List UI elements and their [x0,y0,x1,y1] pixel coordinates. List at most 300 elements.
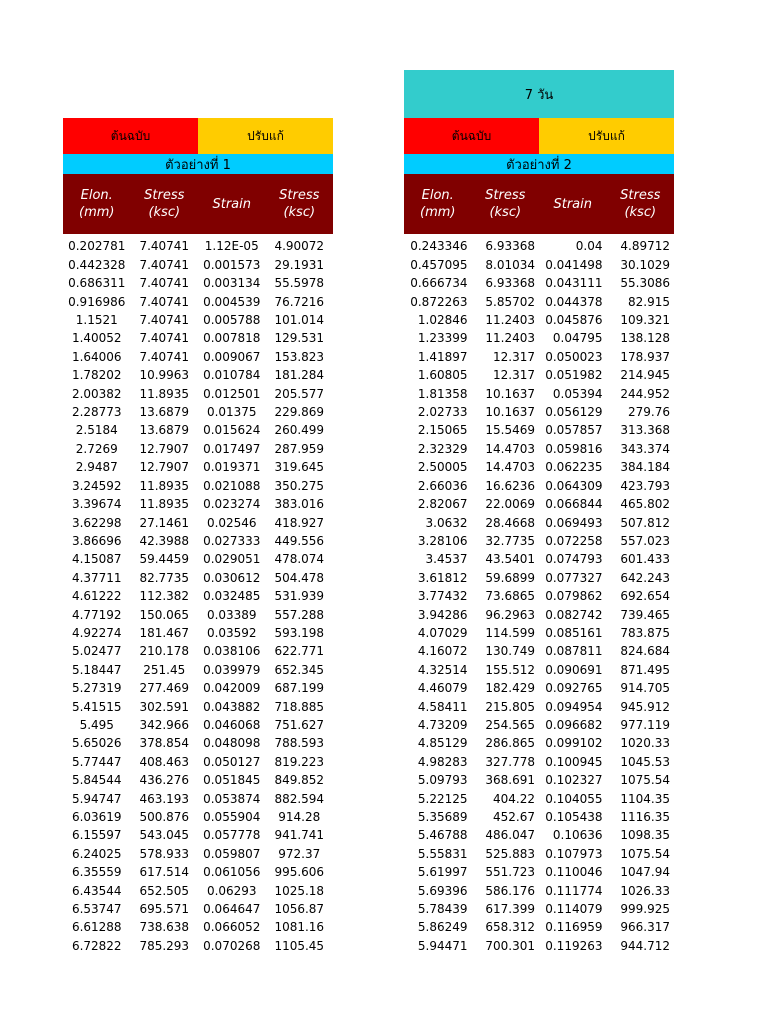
table-cell: 42.3988 [139,533,190,548]
table-cell: 0.021088 [203,478,261,493]
table-cell: 4.77192 [71,607,122,622]
table-cell: 2.28773 [71,405,122,420]
table-cell: 287.959 [274,441,325,456]
table-cell: 101.014 [274,313,325,328]
table-cell: 0.085161 [545,625,603,640]
table-row [63,548,333,566]
table-cell: 8.01034 [485,257,535,272]
table-cell: 478.074 [274,552,325,567]
table-cell: 783.875 [620,625,670,640]
table-cell: 4.32514 [417,662,468,677]
table-cell: 0.046068 [203,717,261,732]
table-row [63,769,333,787]
table-row [63,419,333,437]
table-cell: 0.015624 [203,423,261,438]
table-cell: 4.15087 [71,552,122,567]
adjusted-label: ปรับแก้ [198,118,333,154]
table-cell: 5.94747 [71,791,122,806]
table-cell: 0.094954 [545,699,603,714]
table-cell: 251.45 [143,662,186,677]
table-cell: 55.3086 [620,276,670,291]
table-cell: 1045.53 [620,754,670,769]
table-cell: 0.051845 [203,773,261,788]
table-cell: 7.40741 [139,257,190,272]
table-cell: 5.61997 [417,865,468,880]
table-cell: 5.35689 [417,810,468,824]
table-cell: 5.94471 [417,938,468,953]
table-row [63,861,333,879]
table-row [63,824,333,842]
table-cell: 7.40741 [139,239,190,254]
adjusted-label: ปรับแก้ [539,118,674,154]
table-cell: 383.016 [274,497,325,512]
table-cell: 7.40741 [139,276,190,291]
table-cell: 5.02477 [71,644,122,659]
table-row [63,401,333,419]
table-header [63,174,333,234]
table-cell: 2.82067 [417,497,468,512]
table-cell: 5.22125 [417,791,468,806]
table-cell: 0.012501 [203,386,261,401]
header-stress-adjusted: Stress (ksc) [279,188,320,220]
table-cell: 210.178 [139,644,190,659]
table-cell: 4.58411 [417,699,468,714]
table-cell: 1.40052 [71,331,122,346]
table-row [63,566,333,584]
table-cell: 3.24592 [71,478,122,493]
table-cell: 5.85702 [485,294,535,309]
table-cell: 1105.45 [274,938,325,953]
table-cell: 10.1637 [485,386,535,401]
table-row [63,640,333,658]
table-row [404,235,674,253]
table-cell: 0.077327 [545,570,603,585]
table-cell: 12.317 [493,368,535,383]
table-cell: 6.24025 [71,846,122,861]
table-cell: 1075.54 [620,773,670,788]
table-cell: 12.7907 [139,460,190,475]
table-cell: 4.98283 [417,754,468,769]
age-label: 7 วัน [404,70,674,118]
table-cell: 13.6879 [139,405,190,420]
table-cell: 0.053874 [203,791,261,806]
table-cell: 43.5401 [485,552,535,567]
table-row [404,622,674,640]
table-cell: 28.4668 [485,515,535,530]
table-row [404,401,674,419]
table-cell: 0.066844 [545,497,603,512]
table-row [63,677,333,695]
table-row [63,714,333,732]
table-body [63,235,333,953]
table-row [404,382,674,400]
table-cell: 0.045876 [545,313,603,328]
table-cell: 995.606 [274,865,325,880]
table-cell: 30.1029 [620,257,670,272]
table-cell: 531.939 [274,589,325,604]
table-row [63,364,333,382]
table-cell: 586.176 [485,883,535,898]
table-cell: 327.778 [485,754,535,769]
table-cell: 229.869 [274,405,325,420]
header-stress-original: Stress (ksc) [144,188,185,220]
table-cell: 408.463 [139,754,190,769]
table-row [404,677,674,695]
version-row [63,118,333,154]
table-cell: 0.090691 [545,662,603,677]
table-cell: 0.070268 [203,938,261,953]
table-cell: 423.793 [620,478,670,493]
table-row [404,769,674,787]
table-cell: 6.93368 [485,239,535,254]
table-cell: 4.89712 [620,239,670,254]
version-row [404,118,674,154]
table-cell: 2.00382 [71,386,122,401]
table-cell: 739.465 [620,607,670,622]
table-cell: 4.92274 [71,625,122,640]
table-cell: 914.28 [278,810,321,824]
table-cell: 0.087811 [545,644,603,659]
table-cell: 279.76 [628,405,670,420]
table-row [404,327,674,345]
table-cell: 6.53747 [71,902,122,917]
table-cell: 6.03619 [71,810,122,824]
table-cell: 0.057778 [203,828,261,843]
table-cell: 0.061056 [203,865,261,880]
table-cell: 1081.16 [274,920,325,935]
table-row [404,309,674,327]
table-cell: 436.276 [139,773,190,788]
table-cell: 277.469 [139,681,190,696]
table-cell: 4.37711 [71,570,122,585]
table-cell: 3.61812 [417,570,468,585]
table-cell: 4.85129 [417,736,468,751]
table-cell: 5.77447 [71,754,122,769]
table-cell: 138.128 [620,331,670,346]
table-cell: 7.40741 [139,313,190,328]
table-cell: 14.4703 [485,441,535,456]
table-cell: 7.40741 [139,331,190,346]
header-strain: Strain [212,196,251,212]
table-cell: 785.293 [139,938,190,953]
table-cell: 652.505 [139,883,190,898]
table-cell: 6.61288 [71,920,122,935]
table-cell: 0.048098 [203,736,261,751]
table-cell: 1.81358 [417,386,468,401]
table-cell: 1025.18 [274,883,325,898]
table-row [404,456,674,474]
table-cell: 0.042009 [203,681,261,696]
table-cell: 3.4537 [425,552,468,567]
table-cell: 7.40741 [139,294,190,309]
table-cell: 5.09793 [417,773,468,788]
table-cell: 0.064309 [545,478,603,493]
table-cell: 0.916986 [68,294,126,309]
header-elongation: Elon. (mm) [420,188,456,220]
table-cell: 525.883 [485,846,535,861]
table-cell: 0.051982 [545,368,603,383]
table-cell: 11.2403 [485,331,535,346]
table-cell: 0.092765 [545,681,603,696]
table-cell: 27.1461 [139,515,190,530]
table-cell: 452.67 [493,810,535,824]
table-cell: 0.110046 [545,865,603,880]
original-label: ต้นฉบับ [63,118,198,154]
table-cell: 343.374 [620,441,670,456]
table-row [63,622,333,640]
table-cell: 12.317 [493,349,535,364]
table-cell: 6.72822 [71,938,122,953]
table-cell: 3.86696 [71,533,122,548]
sample-label: ตัวอย่างที่ 2 [404,154,674,174]
table-cell: 11.8935 [139,497,190,512]
table-cell: 182.429 [485,681,535,696]
table-cell: 4.61222 [71,589,122,604]
table-cell: 692.654 [620,589,670,604]
table-row [63,916,333,934]
table-cell: 12.7907 [139,441,190,456]
table-cell: 14.4703 [485,460,535,475]
table-cell: 3.28106 [417,533,468,548]
table-cell: 0.099102 [545,736,603,751]
table-row [404,530,674,548]
table-row [404,511,674,529]
sample-table-2 [404,118,674,953]
table-cell: 824.684 [620,644,670,659]
table-cell: 0.059807 [203,846,261,861]
table-row [63,493,333,511]
table-cell: 244.952 [620,386,670,401]
table-row [63,806,333,824]
table-row [404,916,674,934]
table-cell: 2.9487 [75,460,118,475]
table-cell: 944.712 [620,938,670,953]
table-row [404,253,674,271]
table-cell: 112.382 [139,589,190,604]
table-cell: 0.044378 [545,294,603,309]
table-cell: 0.03389 [206,607,257,622]
table-row [404,714,674,732]
table-cell: 0.043882 [203,699,261,714]
table-cell: 0.057857 [545,423,603,438]
table-cell: 914.705 [620,681,670,696]
table-cell: 0.009067 [203,349,261,364]
table-cell: 342.966 [139,717,190,732]
table-cell: 0.074793 [545,552,603,567]
table-cell: 0.050023 [545,349,603,364]
table-cell: 999.925 [620,902,670,917]
table-row [404,842,674,860]
table-cell: 2.15065 [417,423,468,438]
table-cell: 0.119263 [545,938,603,953]
table-cell: 687.199 [274,681,325,696]
table-cell: 0.041498 [545,257,603,272]
table-cell: 11.8935 [139,478,190,493]
table-cell: 0.104055 [545,791,603,806]
table-cell: 0.666734 [410,276,468,291]
table-cell: 0.04795 [552,331,603,346]
table-row [404,272,674,290]
table-cell: 82.915 [628,294,670,309]
table-cell: 384.184 [620,460,670,475]
table-row [63,382,333,400]
table-cell: 551.723 [485,865,535,880]
table-cell: 114.599 [485,625,535,640]
table-cell: 617.514 [139,865,190,880]
sample-table-1 [63,118,333,953]
table-cell: 0.082742 [545,607,603,622]
table-cell: 449.556 [274,533,325,548]
table-cell: 0.019371 [203,460,261,475]
table-row [404,750,674,768]
table-cell: 2.02733 [417,405,468,420]
table-cell: 368.691 [485,773,535,788]
table-cell: 0.043111 [545,276,603,291]
table-cell: 3.62298 [71,515,122,530]
table-cell: 0.079862 [545,589,603,604]
table-row [63,290,333,308]
table-cell: 941.741 [274,828,325,843]
table-cell: 205.577 [274,386,325,401]
header-stress-adjusted: Stress (ksc) [620,188,661,220]
table-row [63,511,333,529]
table-cell: 0.686311 [68,276,126,291]
header-elongation: Elon. (mm) [79,188,115,220]
table-cell: 0.872263 [410,294,468,309]
table-cell: 32.7735 [485,533,535,548]
table-cell: 5.78439 [417,902,468,917]
table-cell: 617.399 [485,902,535,917]
table-row [404,806,674,824]
table-cell: 96.2963 [485,607,535,622]
table-cell: 4.07029 [417,625,468,640]
table-row [404,787,674,805]
table-cell: 557.023 [620,533,670,548]
table-cell: 5.65026 [71,736,122,751]
table-cell: 0.243346 [410,239,468,254]
table-row [63,934,333,952]
table-row [404,658,674,676]
table-cell: 0.02546 [206,515,257,530]
table-cell: 0.06293 [206,883,257,898]
table-cell: 4.16072 [417,644,468,659]
table-cell: 11.8935 [139,386,190,401]
table-row [63,658,333,676]
table-cell: 1.1521 [75,313,118,328]
table-cell: 0.064647 [203,902,261,917]
table-cell: 73.6865 [485,589,535,604]
table-cell: 0.023274 [203,497,261,512]
table-row [404,419,674,437]
table-cell: 76.7216 [274,294,325,309]
table-cell: 507.812 [620,515,670,530]
table-cell: 751.627 [274,717,325,732]
table-cell: 5.18447 [71,662,122,677]
table-cell: 0.062235 [545,460,603,475]
table-row [63,750,333,768]
table-cell: 0.096682 [545,717,603,732]
table-cell: 0.029051 [203,552,261,567]
table-cell: 130.749 [485,644,535,659]
original-label: ต้นฉบับ [404,118,539,154]
table-cell: 593.198 [274,625,325,640]
table-cell: 3.0632 [425,515,468,530]
table-cell: 465.802 [620,497,670,512]
table-cell: 15.5469 [485,423,535,438]
table-cell: 5.27319 [71,681,122,696]
table-cell: 2.50005 [417,460,468,475]
table-cell: 5.495 [79,717,114,732]
table-cell: 0.059816 [545,441,603,456]
table-cell: 0.072258 [545,533,603,548]
table-cell: 718.885 [274,699,325,714]
table-row [63,253,333,271]
table-cell: 0.039979 [203,662,261,677]
table-cell: 1056.87 [274,902,325,917]
table-cell: 6.35559 [71,865,122,880]
table-cell: 0.10636 [552,828,603,843]
table-cell: 55.5978 [274,276,325,291]
table-cell: 658.312 [485,920,535,935]
table-cell: 0.017497 [203,441,261,456]
table-row [404,934,674,952]
table-cell: 178.937 [620,349,670,364]
table-cell: 0.027333 [203,533,261,548]
table-cell: 0.03592 [206,625,257,640]
table-cell: 2.7269 [75,441,118,456]
table-cell: 155.512 [485,662,535,677]
table-cell: 0.069493 [545,515,603,530]
table-cell: 871.495 [620,662,670,677]
table-row [63,345,333,363]
table-row [404,603,674,621]
table-cell: 1116.35 [620,810,670,824]
table-row [404,345,674,363]
table-cell: 882.594 [274,791,325,806]
table-cell: 3.39674 [71,497,122,512]
table-row [63,787,333,805]
table-cell: 0.056129 [545,405,603,420]
table-cell: 319.645 [274,460,325,475]
table-cell: 404.22 [493,791,535,806]
table-cell: 1020.33 [620,736,670,751]
table-cell: 966.317 [620,920,670,935]
table-row [404,898,674,916]
table-cell: 0.030612 [203,570,261,585]
table-row [404,437,674,455]
table-row [404,493,674,511]
table-cell: 0.111774 [545,883,603,898]
table-cell: 181.467 [139,625,190,640]
table-row [63,603,333,621]
table-row [404,364,674,382]
table-cell: 260.499 [274,423,325,438]
table-cell: 486.047 [485,828,535,843]
table-row [63,695,333,713]
table-cell: 1047.94 [620,865,670,880]
table-row [63,530,333,548]
table-cell: 16.6236 [485,478,535,493]
table-cell: 0.107973 [545,846,603,861]
table-cell: 29.1931 [274,257,325,272]
table-cell: 3.94286 [417,607,468,622]
table-cell: 0.066052 [203,920,261,935]
table-row [63,732,333,750]
table-cell: 59.6899 [485,570,535,585]
table-cell: 350.275 [274,478,325,493]
table-cell: 109.321 [620,313,670,328]
table-cell: 0.114079 [545,902,603,917]
